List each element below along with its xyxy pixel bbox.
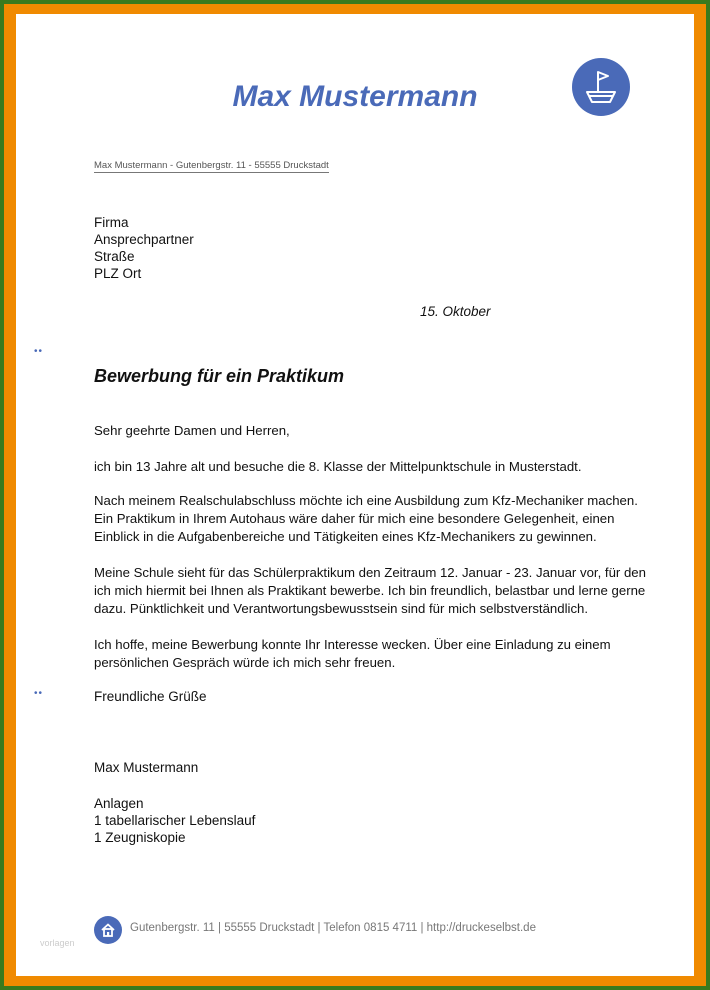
- watermark: vorlagen: [40, 938, 75, 948]
- footer-contact: Gutenbergstr. 11 | 55555 Druckstadt | Telefon 0815 4711 | http://druckeselbst.de: [130, 922, 536, 934]
- letter-date: 15. Oktober: [420, 304, 491, 319]
- recipient-street: Straße: [94, 249, 135, 264]
- paragraph-2: Nach meinem Realschulabschluss möchte ich eine Ausbildung zum Kfz-Mechaniker machen. Ein Praktikum in Ihrem Autohaus wäre daher für mich eine besondere Gelegenheit, einen Einblick in die Aufgabenbereiche und Tätigkeiten eines Kfz-Mechanikers zu gewinnen.: [94, 493, 638, 544]
- signature-name: Max Mustermann: [94, 760, 199, 775]
- recipient-address: [94, 214, 194, 282]
- paragraph-4: Ich hoffe, meine Bewerbung konnte Ihr Interesse wecken. Über eine Einladung zu einem persönlichen Gespräch würde ich mich sehr freuen.: [94, 637, 611, 670]
- closing-greeting: Freundliche Grüße: [94, 689, 207, 704]
- fold-mark-bottom: ••: [34, 688, 44, 699]
- attachments-label: Anlagen: [94, 796, 144, 811]
- attachment-item: 1 Zeugniskopie: [94, 830, 186, 845]
- attachments: [94, 795, 255, 846]
- letter-subject: Bewerbung für ein Praktikum: [94, 366, 345, 386]
- paragraph-3: Meine Schule sieht für das Schülerpraktikum den Zeitraum 12. Januar - 23. Januar vor, für den ich mich hiermit bei Ihnen als Praktikant bewerbe. Ich bin freundlich, belastbar und lerne gerne dazu. Pünktlichkeit und Verantwortungsbewusstsein sind für mich selbstverständlich.: [94, 565, 646, 616]
- recipient-contact: Ansprechpartner: [94, 232, 194, 247]
- letter-page: [16, 14, 694, 976]
- paragraph-1: ich bin 13 Jahre alt und besuche die 8. Klasse der Mittelpunktschule in Musterstadt.: [94, 459, 582, 474]
- boat-icon: [572, 58, 630, 116]
- attachment-item: 1 tabellarischer Lebenslauf: [94, 813, 256, 828]
- sender-address-line: Max Mustermann - Gutenbergstr. 11 - 55555 Druckstadt: [94, 160, 329, 171]
- recipient-city: PLZ Ort: [94, 266, 142, 281]
- home-icon: [94, 916, 122, 944]
- sender-name-title: Max Mustermann: [232, 80, 478, 113]
- fold-mark-top: ••: [34, 346, 44, 357]
- salutation: Sehr geehrte Damen und Herren,: [94, 423, 290, 438]
- recipient-company: Firma: [94, 215, 129, 230]
